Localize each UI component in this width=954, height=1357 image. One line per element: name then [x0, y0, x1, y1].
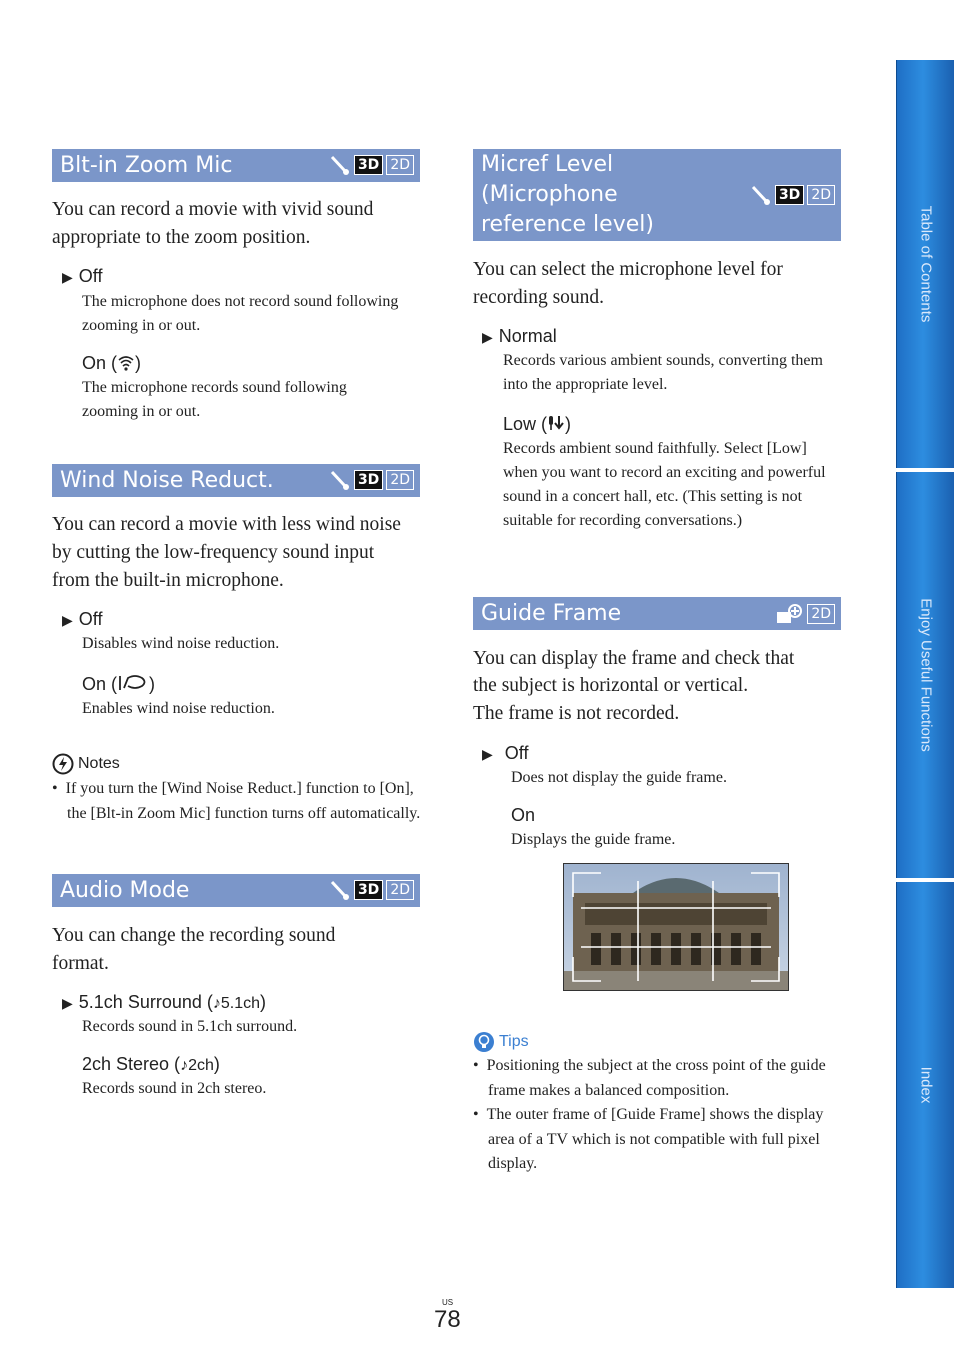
option-desc: Enables wind noise reduction. [82, 700, 275, 717]
option-label: Normal [498, 326, 557, 346]
tab-index[interactable] [896, 882, 954, 1288]
2d-badge: 2D [386, 470, 414, 490]
intro-line: You can display the frame and check that [473, 648, 795, 669]
section-header-micref [473, 149, 841, 241]
mode-badges [329, 470, 414, 490]
mic-low-icon [547, 414, 565, 432]
lightbulb-icon [473, 1031, 495, 1053]
option-label-end: ) [565, 414, 572, 434]
camera-photo-icon [776, 603, 804, 625]
option-label: On ( [82, 674, 118, 694]
option-label: 5.1ch Surround ( [78, 992, 213, 1012]
option-label: 2ch Stereo ( [82, 1054, 181, 1074]
option-label-end: ) [149, 674, 156, 694]
option-label: On [511, 805, 536, 825]
section-header-guide-frame [473, 597, 841, 630]
note-item: • If you turn the [Wind Noise Reduct.] function to [On], the [Blt-in Zoom Mic] function turns off automatically. [52, 780, 421, 822]
tab-label: Enjoy Useful Functions [917, 598, 935, 752]
selected-arrow-icon: ▶ [62, 612, 73, 628]
tip-item: • Positioning the subject at the cross point of the guide frame makes a balanced composition. [473, 1057, 826, 1099]
option-on [82, 352, 141, 374]
option-desc: Records ambient sound faithfully. Select [Low] when you want to record an exciting and powerful sound in a concert hall, etc. (This setting is not suitable for recording conversations.) [503, 440, 826, 529]
2d-badge: 2D [386, 880, 414, 900]
section-title: Audio Mode [60, 878, 190, 903]
option-off [62, 608, 102, 631]
mic-icon [329, 470, 351, 490]
2d-badge: 2D [807, 604, 835, 624]
mic-icon [750, 185, 772, 205]
option-desc: Does not display the guide frame. [511, 769, 727, 786]
section-title-line1: Micref Level [481, 152, 614, 177]
option-desc: Disables wind noise reduction. [82, 635, 280, 652]
option-label: Low ( [503, 414, 548, 434]
selected-arrow-icon: ▶ [482, 329, 493, 345]
mic-icon [329, 155, 351, 175]
intro-text: You can record a movie with vivid sound appropriate to the zoom position. [52, 199, 374, 248]
intro-line: The frame is not recorded. [473, 703, 680, 724]
option-normal [482, 325, 557, 348]
selected-arrow-icon: ▶ [62, 995, 73, 1011]
intro-line: the subject is horizontal or vertical. [473, 675, 749, 696]
option-on [511, 804, 535, 826]
intro-text: You can change the recording sound format. [52, 925, 336, 974]
option-off [482, 742, 528, 765]
tab-enjoy-useful-functions[interactable] [896, 472, 954, 878]
option-label: Off [78, 609, 103, 629]
intro-text: You can select the microphone level for recording sound. [473, 259, 783, 308]
notes-title: Notes [78, 755, 120, 772]
section-header-audio-mode [52, 874, 420, 907]
mode-badges [329, 155, 414, 175]
option-desc: Displays the guide frame. [511, 831, 676, 848]
option-label-end: ) [135, 353, 142, 373]
zoom-mic-icon [117, 355, 135, 371]
3d-badge: 3D [354, 880, 383, 900]
option-label: On ( [82, 353, 118, 373]
tips-title: Tips [499, 1033, 529, 1050]
stereo-icon: ♪2ch [180, 1057, 214, 1074]
option-label: Off [78, 266, 103, 286]
notes-heading [52, 753, 120, 775]
tip-item: • The outer frame of [Guide Frame] shows the display area of a TV which is not compatible with full pixel display. [473, 1106, 824, 1172]
option-on [82, 673, 155, 695]
page-region: US [442, 1298, 454, 1307]
selected-arrow-icon: ▶ [62, 269, 73, 285]
2d-badge: 2D [386, 155, 414, 175]
surround-icon: ♪5.1ch [212, 995, 260, 1012]
section-title: Wind Noise Reduct. [60, 468, 274, 493]
tab-label: Index [917, 1066, 935, 1104]
mic-icon [329, 880, 351, 900]
tips-heading [473, 1031, 529, 1053]
section-title-line3: reference level) [481, 212, 654, 237]
3d-badge: 3D [775, 185, 804, 205]
intro-text: You can record a movie with less wind noise by cutting the low-frequency sound input from the built-in microphone. [52, 514, 401, 591]
option-off [62, 265, 102, 288]
notes-icon [52, 753, 74, 775]
2d-badge: 2D [807, 185, 835, 205]
option-label-end: ) [213, 1054, 220, 1074]
page-number: 78 [434, 1306, 461, 1333]
section-header-zoom-mic [52, 149, 420, 182]
option-desc: The microphone does not record sound following zooming in or out. [82, 293, 399, 334]
section-header-wind-noise [52, 464, 420, 497]
option-label: Off [504, 743, 529, 763]
mode-badges [329, 880, 414, 900]
wind-icon [117, 674, 149, 692]
option-desc: Records various ambient sounds, converting them into the appropriate level. [503, 352, 823, 393]
section-title: Blt-in Zoom Mic [60, 153, 233, 178]
guide-frame-photo [563, 863, 789, 991]
3d-badge: 3D [354, 470, 383, 490]
option-desc: The microphone records sound following zooming in or out. [82, 379, 347, 420]
tab-label: Table of Contents [917, 205, 935, 323]
3d-badge: 3D [354, 155, 383, 175]
option-51ch [62, 991, 266, 1015]
option-2ch [82, 1053, 220, 1077]
selected-arrow-icon: ▶ [482, 746, 493, 762]
mode-badges [776, 603, 835, 625]
option-label-end: ) [260, 992, 266, 1012]
option-low [503, 413, 571, 435]
mode-badges [750, 185, 835, 205]
option-desc: Records sound in 2ch stereo. [82, 1080, 267, 1097]
section-title: Guide Frame [481, 601, 622, 626]
option-desc: Records sound in 5.1ch surround. [82, 1018, 298, 1035]
section-title-line2: (Microphone [481, 182, 618, 207]
tab-table-of-contents[interactable] [896, 60, 954, 468]
